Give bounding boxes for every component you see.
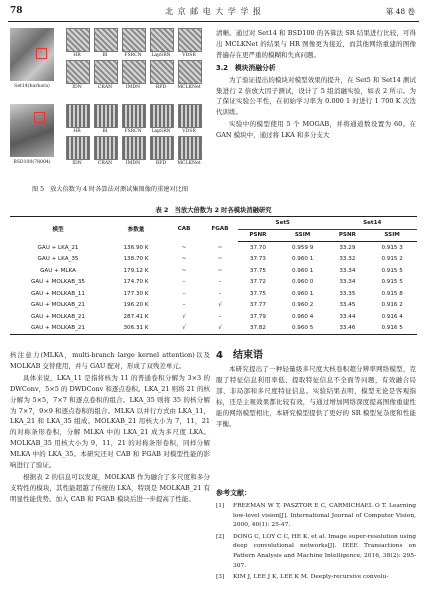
- table-cell: 33.34: [339, 267, 356, 274]
- table-cell: 33.46: [327, 323, 367, 335]
- table-cell: 37.75: [249, 290, 266, 297]
- label-rfd-2: RFD: [155, 161, 167, 166]
- table-cell: –: [218, 313, 222, 320]
- conclusion-text: [216, 364, 416, 429]
- reference-number: [1]: [216, 503, 225, 509]
- table-cell: GAU + MOLKAB_11: [31, 290, 85, 297]
- label-vdsr: VDSR: [182, 53, 196, 58]
- label-cran: CRAN: [97, 85, 113, 90]
- crop-rfd-2: [150, 136, 174, 160]
- references-title: 参考文献：: [216, 489, 251, 497]
- crop-hr-2: [66, 104, 90, 128]
- table-cell: 37.70: [249, 244, 266, 251]
- table-cell: √: [218, 302, 222, 309]
- reference-item: [216, 533, 416, 571]
- table-cell: 0.915 8: [381, 290, 403, 297]
- crop-vdsr-1: [178, 28, 202, 52]
- table-cell: ~: [217, 256, 223, 263]
- paragraph: 本研究提出了一种轻量级多尺度大核卷积超分辨率网络模型，克服了特征信息利用率低、提取特征信息不全面等问题，有效融合局部、非局部和多尺度特征信息。实验结果表明，模型无论是客观指标，还是主观效果都比较有效，与通过增加网络深度提高图像重建性能的网络模型相比，本研究模型提供了更好的 SR 模型复杂度和性能平衡。: [216, 365, 416, 428]
- table-cell: 37.73: [249, 256, 266, 263]
- crop-fsrcn-2: [122, 104, 146, 128]
- col-header-model: 模型: [10, 217, 106, 242]
- col-header-ssim: SSIM: [278, 229, 328, 242]
- table-cell: 33.35: [339, 290, 356, 297]
- table-cell: 0.915 3: [381, 244, 403, 251]
- header-rule: [8, 21, 419, 22]
- references-list: [216, 502, 416, 585]
- label-mclknet: MCLKNet: [177, 85, 201, 90]
- table-cell: –: [182, 290, 186, 297]
- table-cell: √: [166, 323, 202, 335]
- table-cell: 0.916 4: [381, 313, 403, 320]
- table-cell: 0.916 2: [381, 302, 403, 309]
- section-title-conclusion: 4 结束语: [216, 350, 263, 361]
- right-column-text: [216, 28, 416, 142]
- table-cell: 0.915 5: [381, 267, 403, 274]
- figure-5: [10, 28, 206, 178]
- crop-lapsrn-2: [150, 104, 174, 128]
- reference-item: [216, 502, 416, 531]
- table-cell: –: [182, 302, 186, 309]
- table-cell: ~: [181, 267, 187, 274]
- reference-item: [216, 573, 416, 583]
- table-cell: 37.79: [249, 313, 266, 320]
- table-cell: √: [182, 313, 186, 320]
- table-row: [10, 323, 417, 335]
- table-cell: 0.959 9: [291, 244, 314, 251]
- table-cell: GAU + LKA_21: [37, 244, 79, 251]
- table-cell: 37.82: [238, 323, 278, 335]
- table-cell: GAU + LKA_35: [37, 256, 79, 263]
- table-cell: ~: [217, 267, 223, 274]
- table-cell: 0.960 5: [278, 323, 328, 335]
- col-header-psnr: PSNR: [238, 229, 278, 242]
- label-fsrcn: FSRCN: [124, 53, 142, 58]
- table-cell: 0.960 4: [291, 313, 314, 320]
- row-label-set14: Set14(barbara): [14, 84, 50, 89]
- left-column-text: [10, 350, 210, 506]
- reference-text: DONG C, LOY C C, HE K, et al. Image super-resolution using deep convolutional networks[J]. IEEE Transactions on Pattern Analysis and Machine Intelligence, 2016, 38(2): 295-307.: [233, 533, 416, 569]
- paragraph: 实验中的模型使用 5 个 MOGAB，并将通道数设置为 60。在 GAN 模块中，通过将 LKA 和多分支大: [216, 120, 416, 140]
- table-cell: 33.32: [339, 256, 356, 263]
- crop-fsrcn-1: [122, 28, 146, 52]
- table-cell: 179.12 K: [123, 267, 149, 274]
- table-cell: 0.915 2: [381, 256, 403, 263]
- table-cell: 33.45: [339, 302, 356, 309]
- page-number: 78: [10, 6, 23, 16]
- crop-mclknet-2: [178, 136, 202, 160]
- table-cell: 174.70 K: [123, 279, 149, 286]
- figure-caption: 图 5 放大倍数为 4 时各算法对测试集图像的重建对比图: [31, 186, 189, 193]
- table-cell: –: [218, 290, 222, 297]
- table-cell: ~: [217, 244, 223, 251]
- label-mclknet-2: MCLKNet: [177, 161, 201, 166]
- reference-text: KIM J, LEE J K, LEE K M. Deeply-recursive convolu-: [233, 574, 389, 581]
- table-cell: 37.72: [249, 279, 266, 286]
- col-header-fgab: FGAB: [202, 217, 238, 242]
- crop-bi-2: [94, 104, 118, 128]
- table-cell: GAU + MOLKAB_21: [10, 323, 106, 335]
- row-label-bsd100: BSD100(78004): [13, 160, 51, 165]
- table-row: [10, 288, 417, 300]
- section-title-3-2: 3.2 模块消融分析: [216, 63, 276, 72]
- crop-cran-1: [94, 60, 118, 84]
- volume-label: 第 48 卷: [385, 7, 415, 16]
- table-cell: 33.29: [339, 244, 356, 251]
- table-cell: ~: [181, 256, 187, 263]
- paragraph: 具体来说，LKA_11 是指将核为 11 的普通卷积分解为 3×3 的 DWConv，5×5 的 DWDConv 和逐点卷积。LKA_21 则将 21 的核分解为 5×5，7×7 和逐点卷积的组合。LKA_35 则将 35 的核分解为 7×7，9×9 和逐点卷积的组合。MLKA 以并行方式由 LKA_11，LKA_21 和 LKA_35 组成。MOLKAB_21 用核大小为 7，11，21 的对称条形卷积，分解 MLKA 中的 LKA_21 成为多尺度 LKA。MOLKAB_35 用核大小为 9，11，21 的对称条形卷积，同样分解 MLKA 中的 LKA_35。本研究还对 CAB 和 FGAB 对模型性能的影响进行了验证。: [10, 373, 210, 470]
- table-cell: 37.75: [249, 267, 266, 274]
- label-cran-2: CRAN: [97, 161, 113, 166]
- crop-lapsrn-1: [150, 28, 174, 52]
- crop-bi-1: [94, 28, 118, 52]
- col-header-cab: CAB: [166, 217, 202, 242]
- table-cell: 0.960 2: [291, 302, 314, 309]
- table-cell: GAU + MOLKAB_21: [31, 302, 85, 309]
- reference-number: [2]: [216, 533, 225, 540]
- col-header-params: 参数量: [106, 217, 166, 242]
- label-imdn-2: IMDN: [125, 161, 141, 166]
- crop-idn-2: [66, 136, 90, 160]
- table-row: [10, 242, 417, 254]
- crop-rfd-1: [150, 60, 174, 84]
- table-cell: 33.34: [339, 279, 356, 286]
- table-cell: GAU + MOLKAB_35: [31, 279, 85, 286]
- table-cell: 287.41 K: [123, 313, 149, 320]
- label-hr-2: HR: [73, 129, 81, 134]
- table-cell: 136.90 K: [123, 244, 149, 251]
- label-fsrcn-2: FSRCN: [124, 129, 142, 134]
- table-cell: 37.77: [249, 302, 266, 309]
- crop-imdn-1: [122, 60, 146, 84]
- col-header-psnr: PSNR: [327, 229, 367, 242]
- label-imdn: IMDN: [125, 85, 141, 90]
- table-row: [10, 265, 417, 277]
- table-row: [10, 300, 417, 312]
- bsd100-image: [10, 104, 54, 157]
- label-bi: BI: [102, 53, 108, 58]
- table-cell: ~: [181, 244, 187, 251]
- table-cell: 33.44: [339, 313, 356, 320]
- ablation-table: [10, 216, 417, 335]
- label-idn-2: IDN: [72, 161, 82, 166]
- crop-hr-1: [66, 28, 90, 52]
- label-lapsrn-2: LapSRN: [151, 129, 171, 134]
- table-row: [10, 277, 417, 289]
- label-bi-2: BI: [102, 129, 108, 134]
- table-cell: 0.960 1: [291, 267, 314, 274]
- table-row: [10, 311, 417, 323]
- table-cell: 0.916 5: [367, 323, 417, 335]
- table-caption: 表 2 当放大倍数为 2 时各模块消融研究: [155, 207, 272, 214]
- table-cell: 0.960 1: [291, 256, 314, 263]
- table-cell: –: [182, 279, 186, 286]
- crop-idn-1: [66, 60, 90, 84]
- table-cell: GAU + MLKA: [40, 267, 76, 274]
- journal-title: 北 京 邮 电 大 学 学 报: [165, 7, 262, 16]
- paragraph: 核注意力(MLKA，multi-branch large kernel attention)以及 MOLKAB 交替使用，并与 GAU 配对，形成了双残差单元。: [10, 351, 210, 370]
- paragraph: 清晰。通过对 Set14 和 BSD100 的各算法 SR 结果进行比较，可得出 MCLKNet 的结果与 HR 图像更为接近，而其他网络重建的图像普遍存在更严重的模糊和失真问题。: [216, 29, 416, 59]
- label-lapsrn: LapSRN: [151, 53, 171, 58]
- table-cell: 306.31 K: [106, 323, 166, 335]
- crop-imdn-2: [122, 136, 146, 160]
- table-cell: –: [218, 279, 222, 286]
- table-cell: GAU + MOLKAB_21: [31, 313, 85, 320]
- table-cell: 0.960 0: [291, 279, 314, 286]
- table-cell: 138.70 K: [123, 256, 149, 263]
- table-cell: 0.915 5: [381, 279, 403, 286]
- set14-barbara-image: [10, 28, 54, 81]
- table-cell: 196.20 K: [123, 302, 149, 309]
- crop-mclknet-1: [178, 60, 202, 84]
- label-rfd: RFD: [155, 85, 167, 90]
- reference-number: [3]: [216, 574, 225, 581]
- col-header-ssim: SSIM: [367, 229, 417, 242]
- paragraph: 根据表 2 的信息可以发现，MOLKAB 作为融合了多尺度和多分支特性的模块，其性能超越了传统的 LKA，特别是 MOLKAB_21 有明显性能优势。加入 CAB 和 FGAB 模块后进一步提高了性能。: [10, 472, 210, 503]
- table-row: [10, 254, 417, 266]
- crop-vdsr-2: [178, 104, 202, 128]
- label-idn: IDN: [72, 85, 82, 90]
- label-vdsr-2: VDSR: [182, 129, 196, 134]
- label-hr: HR: [73, 53, 81, 58]
- table-cell: √: [202, 323, 238, 335]
- col-header-set5: Set5: [238, 217, 327, 230]
- table-cell: 177.30 K: [123, 290, 149, 297]
- table-cell: 0.960 1: [291, 290, 314, 297]
- reference-text: FREEMAN W T, PASZTOR E C, CARMICHAEL O T. Learning low-level vision[J]. International Journal of Computer Vision, 2000, 40(1): 25-47.: [233, 503, 416, 529]
- col-header-set14: Set14: [327, 217, 417, 230]
- paragraph: 为了验证提出的模块对模型效果的提升，在 Set5 和 Set14 测试集进行 2 倍放大因子测试，设计了 5 组消融实验，如表 2 所示。为了保证实验公平性，在初始学习率为 0.000 1 时进行 1 700 K 次迭代训练。: [216, 75, 416, 117]
- crop-cran-2: [94, 136, 118, 160]
